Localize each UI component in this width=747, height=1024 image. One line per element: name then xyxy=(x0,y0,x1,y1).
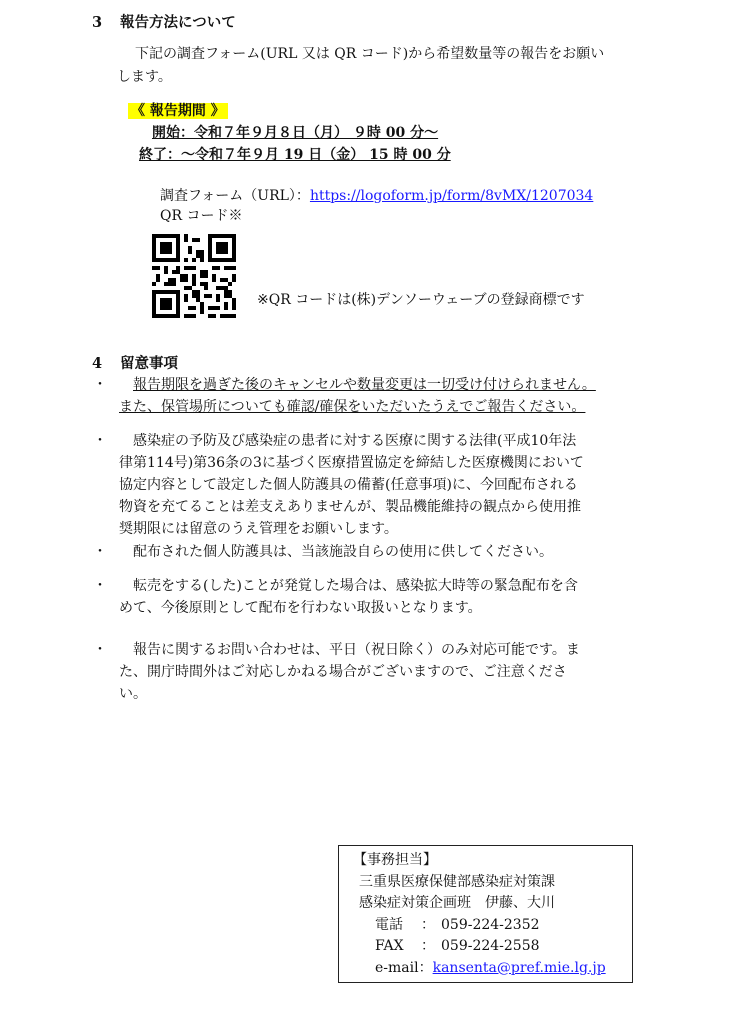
bullet-icon: ・ xyxy=(93,377,107,393)
note-item-3 xyxy=(93,541,663,563)
note-4-line-2: めて、今後原則として配布を行わない取扱いとなります。 xyxy=(119,600,482,616)
qr-trademark-note: ※QR コードは(株)デンソーウェーブの登録商標です xyxy=(257,292,585,308)
contact-email-row xyxy=(359,958,632,980)
contact-fax-row xyxy=(359,936,632,958)
note-4-line-1: 転売をする(した)ことが発覚した場合は、感染拡大時等の緊急配布を含 xyxy=(133,578,578,594)
note-2-line-3: 協定内容として設定した個人防護具の備蓄(任意事項)に、今回配布される xyxy=(119,477,578,493)
note-item-4 xyxy=(93,575,663,619)
note-1-line-2: また、保管場所についても確認/確保をいただいたうえでご報告ください。 xyxy=(119,399,586,415)
section3-body-line-1: 下記の調査フォーム(URL 又は QR コード)から希望数量等の報告をお願い xyxy=(135,46,605,62)
section3-heading xyxy=(92,11,236,32)
section3-title: 報告方法について xyxy=(120,14,236,31)
contact-email-label: e-mail： xyxy=(375,959,433,976)
form-url-line xyxy=(160,186,593,206)
bullet-icon: ・ xyxy=(93,433,107,449)
contact-email-link[interactable]: kansenta@pref.mie.lg.jp xyxy=(432,959,606,976)
report-period-label-wrap xyxy=(128,100,228,122)
note-2-line-1: 感染症の予防及び感染症の患者に対する医療に関する法律(平成10年法 xyxy=(133,433,577,449)
note-5-line-2: た、開庁時間外はご対応しかねる場合がございますので、ご注意くださ xyxy=(119,664,567,680)
section3-body-line-2: します。 xyxy=(117,69,172,85)
form-url-label: 調査フォーム（URL）： xyxy=(160,188,310,204)
section3-body xyxy=(117,43,604,89)
bullet-icon: ・ xyxy=(93,544,107,560)
form-url-link[interactable]: https://logoform.jp/form/8vMX/1207034 xyxy=(309,188,594,204)
note-item-5 xyxy=(93,639,663,705)
note-5-line-3: い。 xyxy=(119,686,147,702)
contact-tel-sep: ： xyxy=(421,916,435,933)
section4-number: 4 xyxy=(92,355,103,372)
qr-code-icon[interactable] xyxy=(152,234,236,318)
section4-heading xyxy=(92,352,178,373)
note-1-line-1: 報告期限を過ぎた後のキャンセルや数量変更は一切受け付けられません。 xyxy=(133,377,596,393)
contact-heading: 【事務担当】 xyxy=(353,852,437,868)
note-2-line-4: 物資を充てることは差支えありませんが、製品機能維持の観点から使用推 xyxy=(119,499,581,515)
contact-box xyxy=(338,845,633,983)
note-item-2 xyxy=(93,430,663,540)
bullet-icon: ・ xyxy=(93,642,107,658)
note-3-line-1: 配布された個人防護具は、当該施設自らの使用に供してください。 xyxy=(133,544,553,560)
report-period-label: 《 報告期間 》 xyxy=(128,103,228,119)
contact-fax-sep: ： xyxy=(421,938,435,954)
report-period-start: 開始：令和７年９月８日（月） ９時 00 分～ xyxy=(152,125,439,141)
qr-label: QR コード※ xyxy=(160,208,243,224)
section4-title: 留意事項 xyxy=(120,355,178,372)
note-5-line-1: 報告に関するお問い合わせは、平日（祝日除く）のみ対応可能です。ま xyxy=(133,642,580,658)
contact-tel-label: 電話 xyxy=(375,916,403,933)
contact-fax: 059-224-2558 xyxy=(441,938,540,954)
note-2-line-2: 律第114号)第36条の3に基づく医療措置協定を締結した医療機関において xyxy=(119,455,584,471)
section3-number: 3 xyxy=(92,14,103,31)
contact-department: 三重県医療保健部感染症対策課 xyxy=(359,873,555,890)
contact-tel: 059-224-2352 xyxy=(441,916,540,933)
report-period-end: 終了：～令和７年９月 19 日（金） 15 時 00 分 xyxy=(139,147,451,163)
contact-tel-row xyxy=(359,915,632,937)
contact-fax-label: FAX xyxy=(375,938,404,954)
bullet-icon: ・ xyxy=(93,578,107,594)
note-2-line-5: 奨期限には留意のうえ管理をお願いします。 xyxy=(119,521,398,537)
contact-team: 感染症対策企画班 伊藤、大川 xyxy=(359,895,555,911)
note-item-1 xyxy=(93,374,663,418)
